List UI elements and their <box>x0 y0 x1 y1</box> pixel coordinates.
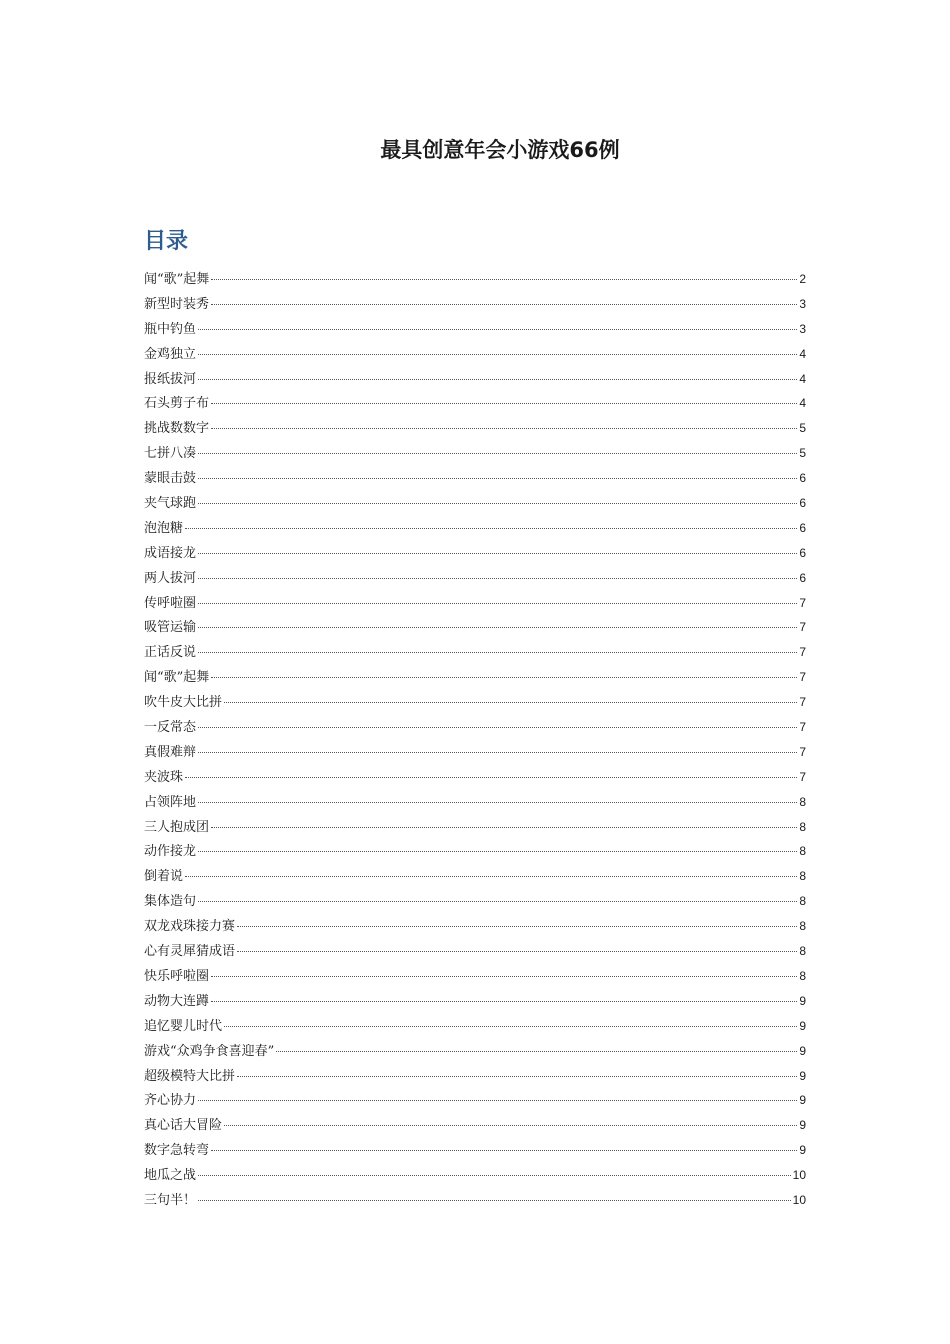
toc-entry[interactable] <box>144 691 806 716</box>
toc-entry-label: 金鸡独立 <box>144 346 197 362</box>
toc-entry-label: 闻“歌”起舞 <box>144 272 210 287</box>
toc-dot-leader <box>198 553 797 554</box>
toc-entry-page-number: 8 <box>799 894 806 909</box>
toc-entry-page-number: 7 <box>799 620 806 635</box>
toc-entry-label: 泡泡糖 <box>144 520 184 536</box>
toc-dot-leader <box>198 603 797 604</box>
toc-dot-leader <box>198 627 797 628</box>
toc-dot-leader <box>198 453 797 454</box>
toc-entry[interactable] <box>144 965 806 990</box>
toc-entry-label: 动作接龙 <box>144 844 197 860</box>
toc-entry-page-number: 6 <box>799 471 806 486</box>
toc-entry[interactable] <box>144 915 806 940</box>
toc-entry-page-number: 7 <box>799 645 806 660</box>
toc-entry-page-number: 6 <box>799 520 806 535</box>
toc-entry-page-number: 3 <box>799 321 806 336</box>
toc-entry-label: 两人拔河 <box>144 570 197 586</box>
toc-entry[interactable] <box>144 517 806 542</box>
toc-entry[interactable] <box>144 741 806 766</box>
toc-dot-leader <box>185 528 797 529</box>
toc-entry[interactable] <box>144 1089 806 1114</box>
toc-entry[interactable] <box>144 1114 806 1139</box>
table-of-contents <box>144 268 806 1214</box>
toc-dot-leader <box>211 1150 797 1151</box>
toc-entry[interactable] <box>144 990 806 1015</box>
toc-entry[interactable] <box>144 766 806 791</box>
toc-dot-leader <box>211 976 797 977</box>
toc-entry-page-number: 5 <box>799 421 806 436</box>
toc-entry-page-number: 9 <box>799 1068 806 1083</box>
toc-entry-page-number: 7 <box>799 744 806 759</box>
toc-entry-label: 三句半！ <box>144 1192 197 1208</box>
toc-dot-leader <box>211 304 797 305</box>
toc-entry-label: 占领阵地 <box>144 794 197 810</box>
toc-entry-page-number: 8 <box>799 794 806 809</box>
toc-entry-label: 游戏“众鸡争食喜迎春” <box>144 1043 275 1059</box>
toc-dot-leader <box>198 802 797 803</box>
toc-dot-leader <box>237 1076 797 1077</box>
toc-dot-leader <box>211 827 797 828</box>
toc-entry[interactable] <box>144 791 806 816</box>
toc-entry[interactable] <box>144 1065 806 1090</box>
toc-entry[interactable] <box>144 442 806 467</box>
toc-entry-label: 动物大连蹲 <box>144 993 210 1009</box>
toc-entry-page-number: 4 <box>799 371 806 386</box>
toc-entry-page-number: 4 <box>799 396 806 411</box>
toc-entry[interactable] <box>144 865 806 890</box>
toc-entry-label: 新型时装秀 <box>144 296 210 312</box>
toc-entry[interactable] <box>144 1040 806 1065</box>
toc-entry[interactable] <box>144 542 806 567</box>
toc-entry[interactable] <box>144 666 806 691</box>
toc-entry[interactable] <box>144 293 806 318</box>
toc-entry[interactable] <box>144 716 806 741</box>
toc-dot-leader <box>198 727 797 728</box>
toc-dot-leader <box>211 279 797 280</box>
toc-entry-label: 一反常态 <box>144 720 197 736</box>
toc-dot-leader <box>198 1175 791 1176</box>
toc-entry-label: 吸管运输 <box>144 620 197 636</box>
toc-entry-page-number: 6 <box>799 545 806 560</box>
toc-dot-leader <box>224 702 797 703</box>
toc-entry-label: 蒙眼击鼓 <box>144 471 197 487</box>
toc-entry-label: 数字急转弯 <box>144 1143 210 1159</box>
toc-dot-leader <box>224 1125 797 1126</box>
toc-dot-leader <box>198 851 797 852</box>
toc-entry-page-number: 2 <box>799 272 806 286</box>
toc-entry-label: 双龙戏珠接力赛 <box>144 919 236 935</box>
toc-entry-page-number: 9 <box>799 1043 806 1058</box>
toc-dot-leader <box>198 478 797 479</box>
toc-entry-label: 快乐呼啦圈 <box>144 968 210 984</box>
toc-entry-page-number: 8 <box>799 968 806 983</box>
toc-entry-label: 夹波珠 <box>144 769 184 785</box>
toc-entry-label: 闻“歌”起舞 <box>144 670 210 686</box>
toc-entry[interactable] <box>144 1189 806 1214</box>
toc-dot-leader <box>185 777 797 778</box>
toc-entry[interactable] <box>144 268 806 293</box>
toc-entry-page-number: 9 <box>799 993 806 1008</box>
toc-entry-label: 真假难辩 <box>144 744 197 760</box>
toc-entry-page-number: 7 <box>799 670 806 685</box>
toc-entry-page-number: 7 <box>799 695 806 710</box>
toc-entry-page-number: 3 <box>799 296 806 311</box>
toc-entry[interactable] <box>144 492 806 517</box>
toc-dot-leader <box>211 428 797 429</box>
toc-dot-leader <box>211 403 797 404</box>
toc-entry-page-number: 7 <box>799 769 806 784</box>
toc-entry[interactable] <box>144 1015 806 1040</box>
toc-dot-leader <box>198 901 797 902</box>
toc-entry-label: 七拼八凑 <box>144 446 197 462</box>
toc-dot-leader <box>198 503 797 504</box>
toc-entry-label: 挑战数数字 <box>144 421 210 437</box>
toc-entry[interactable] <box>144 392 806 417</box>
toc-dot-leader <box>198 578 797 579</box>
toc-entry[interactable] <box>144 940 806 965</box>
toc-entry-page-number: 8 <box>799 819 806 834</box>
toc-entry-label: 吹牛皮大比拼 <box>144 695 223 711</box>
toc-entry[interactable] <box>144 567 806 592</box>
toc-dot-leader <box>198 379 797 380</box>
toc-entry[interactable] <box>144 840 806 865</box>
toc-entry-label: 倒着说 <box>144 869 184 885</box>
toc-dot-leader <box>198 652 797 653</box>
toc-entry-label: 正话反说 <box>144 645 197 661</box>
toc-entry-page-number: 9 <box>799 1018 806 1033</box>
toc-entry-page-number: 4 <box>799 346 806 361</box>
toc-dot-leader <box>276 1051 797 1052</box>
toc-entry-page-number: 6 <box>799 496 806 511</box>
toc-entry-label: 地瓜之战 <box>144 1168 197 1184</box>
toc-entry[interactable] <box>144 467 806 492</box>
toc-entry-page-number: 10 <box>792 1168 806 1183</box>
toc-entry-label: 夹气球跑 <box>144 496 197 512</box>
toc-entry-label: 瓶中钓鱼 <box>144 321 197 337</box>
toc-entry[interactable] <box>144 343 806 368</box>
toc-heading: 目录 <box>144 229 189 254</box>
toc-entry-page-number: 7 <box>799 720 806 735</box>
toc-entry-label: 真心话大冒险 <box>144 1118 223 1134</box>
toc-entry-label: 追忆婴儿时代 <box>144 1018 223 1034</box>
toc-dot-leader <box>237 926 797 927</box>
toc-entry-page-number: 8 <box>799 869 806 884</box>
toc-entry-label: 成语接龙 <box>144 545 197 561</box>
toc-entry-label: 三人抱成团 <box>144 819 210 835</box>
toc-dot-leader <box>185 876 797 877</box>
toc-dot-leader <box>198 1200 791 1201</box>
toc-dot-leader <box>198 1100 797 1101</box>
toc-dot-leader <box>224 1026 797 1027</box>
toc-entry[interactable] <box>144 816 806 841</box>
toc-entry-label: 齐心协力 <box>144 1093 197 1109</box>
toc-entry-label: 心有灵犀猜成语 <box>144 944 236 960</box>
toc-dot-leader <box>237 951 797 952</box>
toc-dot-leader <box>211 1001 797 1002</box>
toc-dot-leader <box>198 752 797 753</box>
toc-entry-page-number: 9 <box>799 1143 806 1158</box>
toc-dot-leader <box>198 354 797 355</box>
toc-entry-page-number: 7 <box>799 595 806 610</box>
toc-entry[interactable] <box>144 641 806 666</box>
toc-entry[interactable] <box>144 318 806 343</box>
toc-entry-label: 石头剪子布 <box>144 396 210 412</box>
toc-entry-label: 超级模特大比拼 <box>144 1068 236 1084</box>
toc-dot-leader <box>211 677 797 678</box>
toc-entry[interactable] <box>144 592 806 617</box>
toc-entry[interactable] <box>144 1139 806 1164</box>
toc-entry-page-number: 8 <box>799 844 806 859</box>
toc-entry-page-number: 6 <box>799 570 806 585</box>
toc-entry-page-number: 8 <box>799 919 806 934</box>
toc-entry-label: 传呼啦圈 <box>144 595 197 611</box>
toc-entry-page-number: 10 <box>792 1192 806 1207</box>
document-title: 最具创意年会小游戏66例 <box>380 138 620 162</box>
toc-entry[interactable] <box>144 417 806 442</box>
toc-entry-label: 集体造句 <box>144 894 197 910</box>
toc-entry[interactable] <box>144 616 806 641</box>
toc-entry[interactable] <box>144 368 806 393</box>
toc-entry[interactable] <box>144 890 806 915</box>
toc-entry-page-number: 9 <box>799 1118 806 1133</box>
toc-dot-leader <box>198 329 797 330</box>
toc-entry-label: 报纸拔河 <box>144 371 197 387</box>
toc-entry-page-number: 8 <box>799 944 806 959</box>
toc-entry-page-number: 9 <box>799 1093 806 1108</box>
toc-entry[interactable] <box>144 1164 806 1189</box>
toc-entry-page-number: 5 <box>799 446 806 461</box>
